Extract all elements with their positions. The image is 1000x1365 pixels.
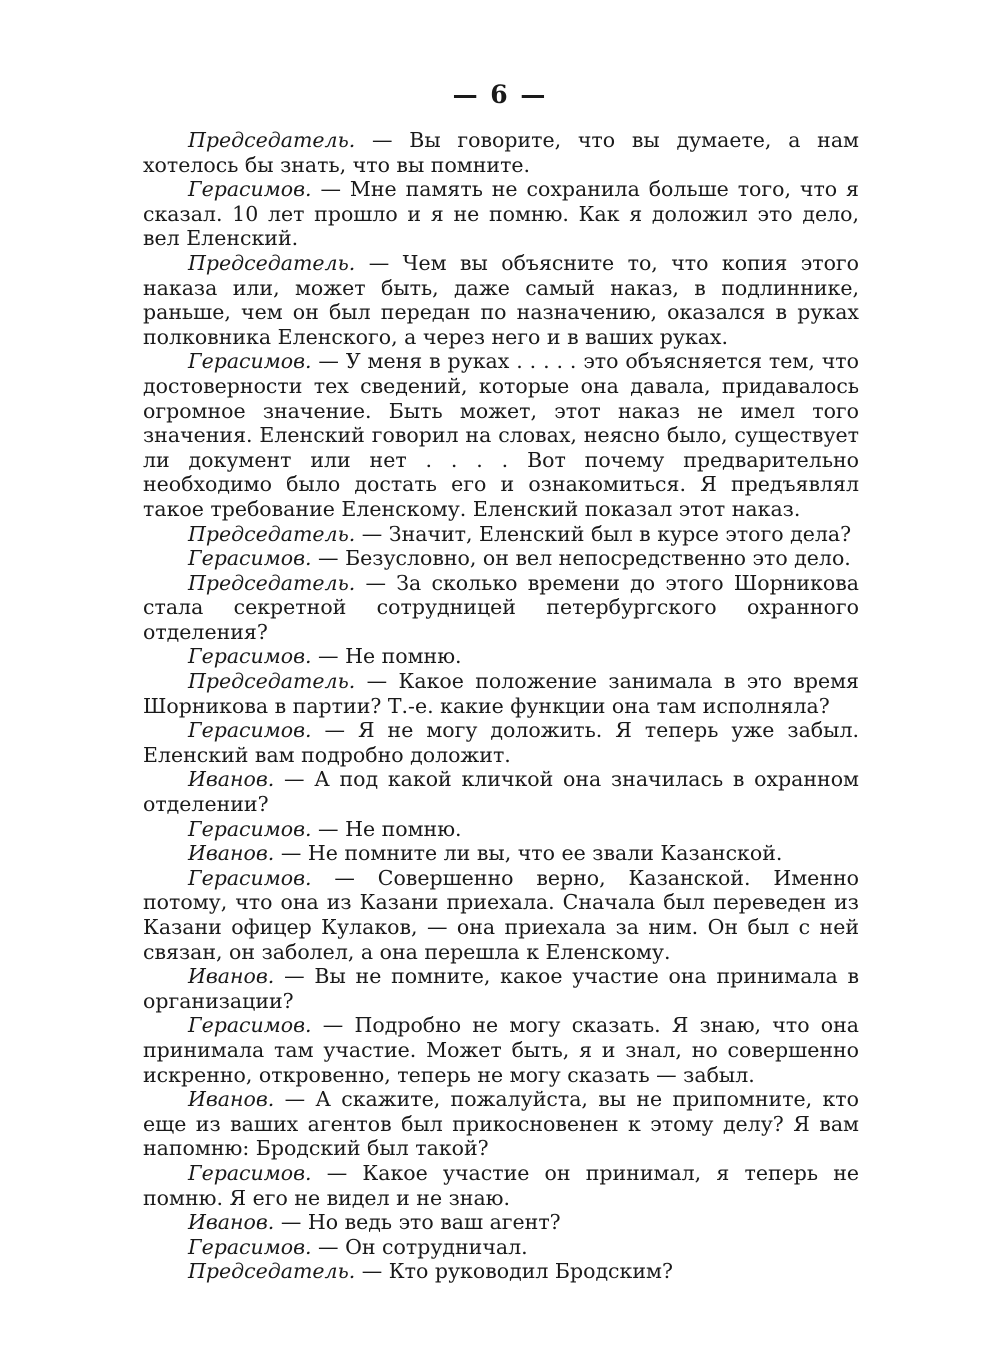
paragraph: [143, 817, 859, 842]
utterance: — За сколько времени до этого Шорникова стала секретной сотрудницей петербургского охранного отделения?: [143, 570, 859, 644]
utterance: — Но ведь это ваш агент?: [274, 1210, 561, 1235]
utterance: — Не помните ли вы, что ее звали Казанской.: [274, 841, 783, 866]
paragraph: [143, 128, 859, 177]
speaker-name: Председатель.: [188, 250, 356, 275]
transcript-body: [143, 128, 859, 1284]
speaker-name: Герасимов.: [188, 1013, 312, 1038]
paragraph: [143, 1087, 859, 1161]
speaker-name: Герасимов.: [188, 349, 312, 374]
paragraph: [143, 866, 859, 964]
utterance: — Безусловно, он вел непосредственно это дело.: [311, 546, 851, 571]
utterance: — Чем вы объясните то, что копия этого наказа или, может быть, даже самый наказ, в подлиннике, раньше, чем он был передан по назначению, оказался в руках полковника Еленского, а через него и в ваших руках.: [143, 250, 859, 349]
paragraph: [143, 571, 859, 645]
speaker-name: Председатель.: [188, 669, 356, 694]
speaker-name: Герасимов.: [188, 865, 312, 890]
paragraph: [143, 546, 859, 571]
utterance: — А скажите, пожалуйста, вы не припомните, кто еще из ваших агентов был прикосновенен к этому делу? Я вам напомню: Бродский был такой?: [143, 1087, 859, 1161]
paragraph: [143, 718, 859, 767]
paragraph: [143, 1259, 859, 1284]
utterance: — Вы говорите, что вы думаете, а нам хотелось бы знать, что вы помните.: [143, 128, 859, 177]
paragraph: [143, 1210, 859, 1235]
utterance: — Вы не помните, какое участие она принимала в организации?: [143, 964, 859, 1013]
speaker-name: Председатель.: [188, 128, 356, 152]
speaker-name: Иванов.: [188, 964, 275, 989]
speaker-name: Герасимов.: [188, 1234, 312, 1259]
paragraph: [143, 177, 859, 251]
paragraph: [143, 1235, 859, 1260]
speaker-name: Председатель.: [188, 570, 356, 595]
utterance: — А под какой кличкой она значилась в охранном отделении?: [143, 767, 859, 817]
speaker-name: Герасимов.: [188, 816, 312, 841]
utterance: — Совершенно верно, Казанской. Именно потому, что она из Казани приехала. Сначала был переведен из Казани офицер Кулаков, — она приехала за ним. Он был с ней связан, он заболел, а она перешла к Еленскому.: [143, 865, 859, 964]
utterance: — Значит, Еленский был в курсе этого дела?: [355, 521, 852, 546]
speaker-name: Герасимов.: [188, 1160, 312, 1185]
speaker-name: Иванов.: [188, 1210, 275, 1235]
paragraph: [143, 349, 859, 521]
paragraph: [143, 964, 859, 1013]
utterance: — Какое положение занимала в это время Шорникова в партии? Т.-е. какие функции она там исполняла?: [143, 669, 859, 718]
speaker-name: Герасимов.: [188, 644, 312, 669]
paragraph: [143, 767, 859, 816]
paragraph: [143, 841, 859, 866]
paragraph: [143, 1013, 859, 1087]
speaker-name: Герасимов.: [188, 718, 312, 743]
speaker-name: Иванов.: [188, 767, 275, 792]
speaker-name: Герасимов.: [188, 177, 312, 202]
utterance: — Я не могу доложить. Я теперь уже забыл. Еленский вам подробно доложит.: [143, 718, 859, 767]
utterance: — Кто руководил Бродским?: [355, 1259, 673, 1284]
paragraph: [143, 1161, 859, 1210]
speaker-name: Председатель.: [188, 521, 356, 546]
speaker-name: Иванов.: [188, 841, 275, 866]
speaker-name: Герасимов.: [188, 546, 312, 571]
utterance: — Не помню.: [311, 816, 462, 841]
speaker-name: Иванов.: [188, 1087, 275, 1112]
paragraph: [143, 251, 859, 349]
paragraph: [143, 522, 859, 547]
paragraph: [143, 669, 859, 718]
page-number: — 6 —: [452, 80, 548, 109]
utterance: — Подробно не могу сказать. Я знаю, что она принимала там участие. Может быть, я и знал, но совершенно искренно, откровенно, теперь не могу сказать — забыл.: [143, 1013, 859, 1087]
utterance: — У меня в руках . . . . . это объясняется тем, что достоверности тех сведений, которые она давала, придавалось огромное значение. Быть может, этот наказ не имел того значения. Еленский говорил на словах, неясно было, существует ли документ или нет . . . . Вот почему предварительно необходимо было достать его и ознакомиться. Я предъявлял такое требование Еленскому. Еленский показал этот наказ.: [143, 349, 859, 521]
utterance: — Какое участие он принимал, я теперь не помню. Я его не видел и не знаю.: [143, 1160, 859, 1210]
paragraph: [143, 644, 859, 669]
utterance: — Не помню.: [311, 644, 462, 669]
speaker-name: Председатель.: [188, 1259, 356, 1284]
utterance: — Он сотрудничал.: [311, 1234, 528, 1259]
utterance: — Мне память не сохранила больше того, что я сказал. 10 лет прошло и я не помню. Как я доложил это дело, вел Еленский.: [143, 177, 859, 251]
